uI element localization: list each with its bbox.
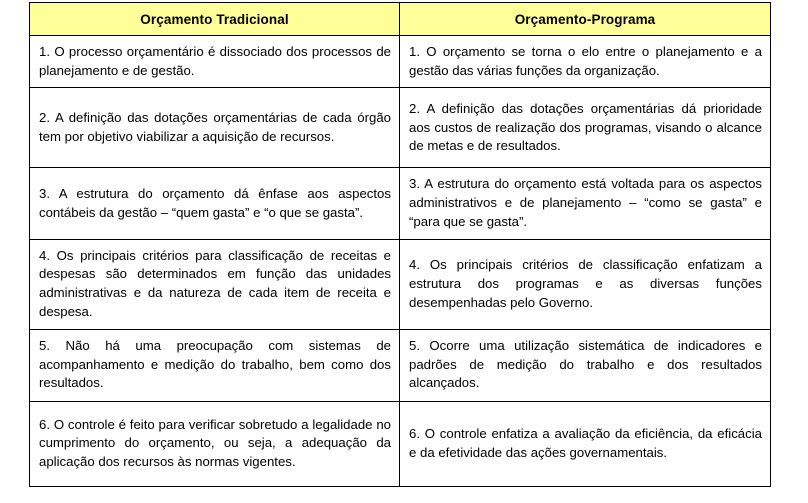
table-body [30, 36, 771, 487]
cell-traditional-2: 2. A definição das dotações orçamentárias de cada órgão tem por objetivo viabilizar a aquisição de recursos. [30, 88, 400, 168]
cell-program-5: 5. Ocorre uma utilização sistemática de indicadores e padrões de medição do trabalho e dos resultados alcançados. [400, 329, 771, 401]
budget-comparison-table [29, 2, 771, 487]
cell-program-6: 6. O controle enfatiza a avaliação da eficiência, da eficácia e da efetividade das ações governamentais. [400, 401, 771, 486]
table-row [30, 239, 771, 329]
column-header-traditional: Orçamento Tradicional [30, 3, 400, 36]
cell-traditional-6: 6. O controle é feito para verificar sobretudo a legalidade no cumprimento do orçamento, ou seja, a adequação da aplicação dos recursos às normas vigentes. [30, 401, 400, 486]
table-row [30, 401, 771, 486]
cell-program-3: 3. A estrutura do orçamento está voltada para os aspectos administrativos e de planejamento – “como se gasta” e “para que se gasta”. [400, 168, 771, 239]
cell-traditional-4: 4. Os principais critérios para classificação de receitas e despesas são determinados em função das unidades administrativas e da natureza de cada item de receita e despesa. [30, 239, 400, 329]
table-header [30, 3, 771, 36]
column-header-program: Orçamento-Programa [400, 3, 771, 36]
cell-traditional-5: 5. Não há uma preocupação com sistemas de acompanhamento e medição do trabalho, bem como dos resultados. [30, 329, 400, 401]
cell-program-1: 1. O orçamento se torna o elo entre o planejamento e a gestão das várias funções da organização. [400, 36, 771, 88]
table-row [30, 168, 771, 239]
table-row [30, 88, 771, 168]
header-row [30, 3, 771, 36]
cell-program-2: 2. A definição das dotações orçamentárias dá prioridade aos custos de realização dos programas, visando o alcance de metas e de resultados. [400, 88, 771, 168]
cell-program-4: 4. Os principais critérios de classificação enfatizam a estrutura dos programas e as diversas funções desempenhadas pelo Governo. [400, 239, 771, 329]
table-row [30, 329, 771, 401]
table-row [30, 36, 771, 88]
cell-traditional-3: 3. A estrutura do orçamento dá ênfase aos aspectos contábeis da gestão – “quem gasta” e “o que se gasta”. [30, 168, 400, 239]
cell-traditional-1: 1. O processo orçamentário é dissociado dos processos de planejamento e de gestão. [30, 36, 400, 88]
